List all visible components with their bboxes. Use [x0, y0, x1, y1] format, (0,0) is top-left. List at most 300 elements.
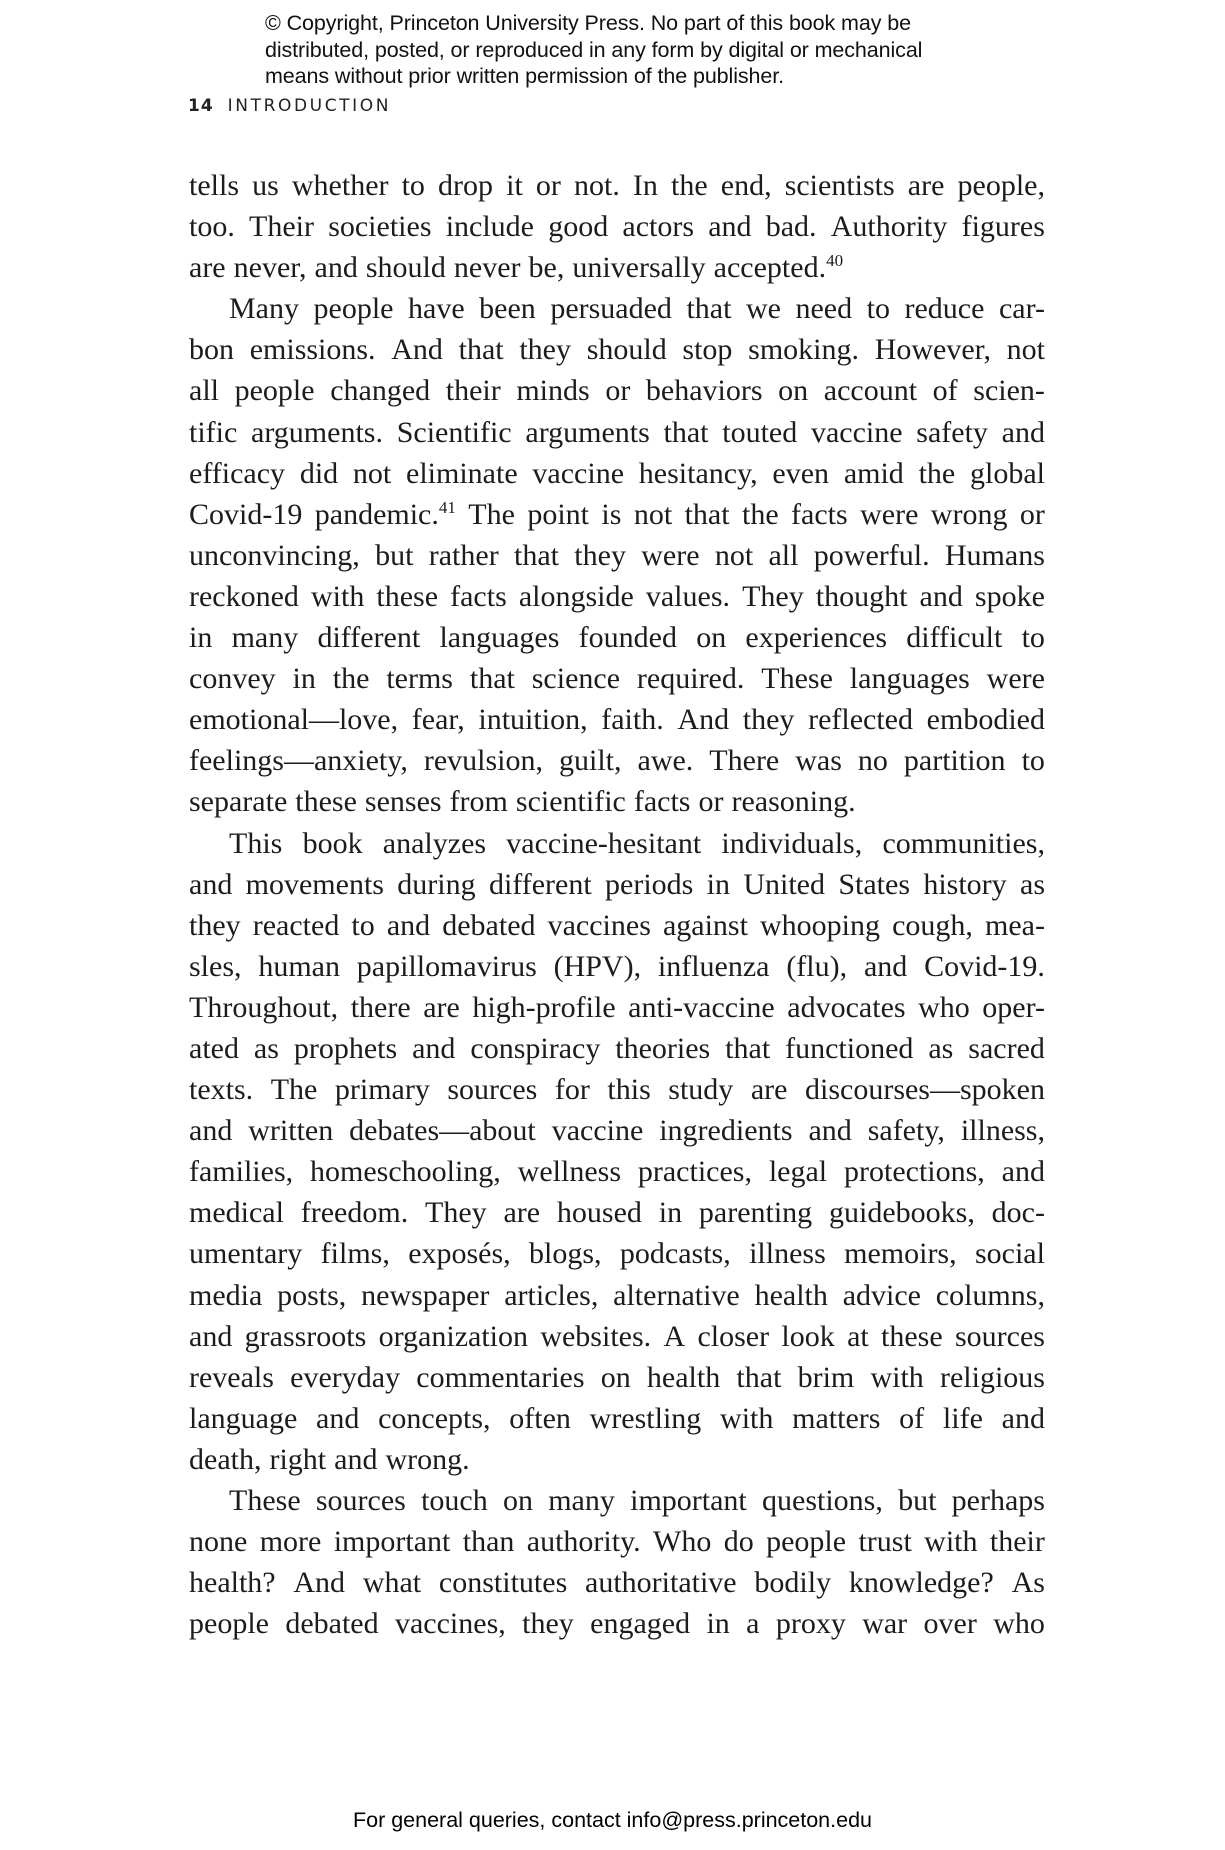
word: stop [682, 333, 733, 367]
word: the [918, 456, 956, 490]
word: and [808, 1114, 852, 1148]
word: concepts, [378, 1401, 491, 1435]
word: and [863, 949, 908, 983]
word: guidebooks, [829, 1196, 975, 1230]
copyright-notice [265, 10, 1025, 90]
word: written [248, 1114, 334, 1148]
word: be, [528, 251, 565, 285]
word: Authority [830, 210, 948, 244]
text-line [189, 288, 1045, 329]
word: life [942, 1401, 983, 1435]
word: advocates [787, 990, 906, 1024]
word: homeschooling, [310, 1155, 501, 1189]
word: scien- [973, 374, 1045, 408]
word: analyzes [382, 826, 487, 860]
word: in [189, 621, 213, 655]
word: people [189, 1607, 269, 1641]
word: these [881, 1319, 943, 1353]
word: prophets [293, 1031, 398, 1065]
word: languages [849, 662, 970, 696]
word: never [453, 251, 521, 285]
word: bon [189, 333, 234, 367]
word: unconvincing, [189, 538, 360, 572]
word: umentary [189, 1237, 303, 1271]
word: And [391, 333, 443, 367]
text-line [189, 1275, 1045, 1316]
word: minds [516, 374, 590, 408]
word: vaccine-hesitant [506, 826, 702, 860]
word: that [686, 292, 732, 326]
word: and [919, 579, 963, 613]
word: (HPV), [553, 949, 642, 983]
word: us [252, 169, 279, 202]
word: not [352, 456, 392, 490]
word: discourses—spoken [805, 1073, 1045, 1107]
word: to [1021, 744, 1045, 778]
text-line [189, 864, 1045, 905]
word: experiences [745, 621, 887, 655]
word: brim [797, 1360, 855, 1394]
footnote-reference[interactable]: 40 [826, 251, 844, 271]
word: they [574, 538, 626, 572]
word: legal [768, 1155, 828, 1189]
word: not [1006, 333, 1045, 367]
word: organization [378, 1319, 529, 1353]
word: good [548, 210, 609, 244]
word: these [295, 785, 357, 819]
section-title: INTRODUCTION [227, 96, 392, 116]
word: the [741, 497, 779, 531]
word: history [923, 867, 1007, 901]
word: on [778, 374, 809, 408]
word: are [503, 1196, 541, 1230]
word: human [258, 949, 340, 983]
word: arguments. [251, 415, 383, 449]
word: as [1020, 867, 1045, 901]
word: book [302, 826, 363, 860]
text-line [189, 1398, 1045, 1439]
word: exposés, [408, 1237, 511, 1271]
word: anti-vaccine [628, 990, 775, 1024]
text-line [189, 658, 1045, 699]
word: the [332, 662, 370, 696]
copyright-line: means without prior written permission of the publisher. [265, 64, 785, 88]
word: to [1021, 621, 1045, 655]
word: reveals [189, 1360, 274, 1394]
word: blogs, [529, 1237, 602, 1271]
text-line [189, 1151, 1045, 1192]
word: embodied [926, 703, 1045, 737]
copyright-line: distributed, posted, or reproduced in any form by digital or mechanical [265, 37, 923, 62]
word: reduce [904, 292, 985, 326]
word: matters [792, 1401, 881, 1435]
word: important [630, 1484, 747, 1517]
word: that [725, 1031, 771, 1065]
word: people, [957, 169, 1045, 202]
word: spoke [974, 579, 1045, 613]
word: account [823, 374, 918, 408]
word: of [899, 1401, 925, 1435]
text-line [189, 823, 1045, 864]
word: never, [233, 251, 307, 285]
word: should [365, 251, 446, 285]
word: memoirs, [844, 1237, 957, 1271]
word: this [607, 1073, 651, 1107]
word: Covid-19 [189, 497, 303, 531]
word: closer [697, 1319, 770, 1353]
word: bad. [765, 210, 817, 244]
word: on [696, 621, 727, 655]
word: wrong. [385, 1442, 470, 1476]
text-line [189, 617, 1045, 658]
word: intuition, [478, 703, 588, 737]
word: influenza [657, 949, 770, 983]
word: debates—about [349, 1114, 536, 1148]
word: of [932, 374, 958, 408]
word: car- [998, 292, 1045, 326]
word: it [506, 169, 523, 202]
word: The [270, 1073, 318, 1107]
word: important [333, 1525, 451, 1559]
word: look [781, 1319, 835, 1353]
word: not [633, 497, 673, 531]
word: guilt, [558, 744, 622, 778]
word: powerful. [813, 538, 930, 572]
word: emotional—love, [189, 703, 399, 737]
word: facts [791, 497, 848, 531]
word: wellness [517, 1155, 621, 1189]
word: they [189, 908, 241, 942]
word: we [745, 292, 781, 326]
word: different [488, 867, 592, 901]
word: were [986, 662, 1045, 696]
word: grassroots [244, 1319, 367, 1353]
text-line [189, 781, 1045, 822]
text-line [189, 494, 1045, 535]
word: with [924, 1525, 978, 1559]
word: difficult [906, 621, 1003, 655]
word: but [898, 1484, 937, 1517]
word: and [1001, 1155, 1045, 1189]
word: communities, [882, 826, 1045, 860]
word: and [412, 1031, 456, 1065]
word: or [1019, 497, 1045, 531]
word: conspiracy [470, 1031, 601, 1065]
word: was [795, 744, 842, 778]
word: In [632, 169, 658, 202]
word: changed [330, 374, 431, 408]
word: facts [633, 785, 691, 819]
word: commentaries [416, 1360, 585, 1394]
word: questions, [762, 1484, 883, 1517]
word: over [923, 1607, 977, 1641]
word: on [600, 1360, 631, 1394]
word: they [742, 703, 795, 737]
word: media [189, 1278, 263, 1312]
text-line [189, 412, 1045, 453]
word: that [684, 497, 730, 531]
word: there [350, 990, 411, 1024]
word: engaged [590, 1607, 691, 1641]
text-line [189, 1603, 1045, 1644]
word: websites. [540, 1319, 652, 1353]
word: constitutes [438, 1566, 568, 1600]
word: fear, [411, 703, 465, 737]
word: need [795, 292, 853, 326]
footnote-reference[interactable]: 41 [438, 497, 456, 517]
word: tells [189, 169, 239, 202]
word: posts, [277, 1278, 347, 1312]
word: the [671, 169, 708, 202]
word: who [918, 990, 970, 1024]
text-line [189, 1028, 1045, 1069]
word: individuals, [721, 826, 863, 860]
word: health? [189, 1566, 276, 1600]
word: is [601, 497, 622, 531]
word: Covid-19. [924, 949, 1045, 983]
word: They [425, 1196, 487, 1230]
word: perhaps [951, 1484, 1045, 1517]
word: papillomavirus [356, 949, 537, 983]
text-line [189, 1357, 1045, 1398]
word: values. [645, 579, 730, 613]
word: to [351, 908, 375, 942]
word: religious [940, 1360, 1045, 1394]
word: they [519, 333, 571, 367]
word: people [234, 374, 315, 408]
word: efficacy [189, 456, 286, 490]
word: founded [578, 621, 677, 655]
word: even [772, 456, 830, 490]
text-line [189, 370, 1045, 411]
word: reckoned [189, 579, 299, 613]
word: include [445, 210, 534, 244]
word: people [313, 292, 394, 326]
word: sources [447, 1073, 538, 1107]
text-line [189, 987, 1045, 1028]
word: death, [189, 1442, 262, 1476]
word: and [314, 251, 358, 285]
word: not. [573, 169, 620, 202]
word: awe. [637, 744, 694, 778]
copyright-line: © Copyright, Princeton University Press. No part of this book may be [265, 11, 911, 35]
word: in [706, 867, 731, 901]
text-line [189, 165, 1045, 206]
word: touted [722, 415, 798, 449]
word: that [514, 538, 559, 572]
word: cough, [892, 908, 973, 942]
word: feelings—anxiety, [189, 744, 408, 778]
word: arguments [525, 415, 650, 449]
word: actors [622, 210, 695, 244]
word: Throughout, [189, 990, 339, 1024]
word: or [605, 374, 631, 408]
word: authoritative [585, 1566, 737, 1600]
word: right [269, 1442, 327, 1476]
word: required. [636, 662, 745, 696]
word: figures [961, 210, 1045, 244]
word: rather [428, 538, 499, 572]
word: too. [189, 210, 235, 244]
word: ated [189, 1031, 239, 1065]
word: often [509, 1401, 571, 1435]
word: did [299, 456, 339, 490]
word: with [870, 1360, 924, 1394]
word: reflected [808, 703, 913, 737]
word: sles, [189, 949, 242, 983]
word: a [746, 1607, 760, 1641]
word: from [449, 785, 508, 819]
word: practices, [637, 1155, 752, 1189]
word: touch [421, 1484, 488, 1517]
word: vaccines, [394, 1607, 506, 1641]
text-line [189, 1562, 1045, 1603]
word: wrestling [589, 1401, 702, 1435]
word: vaccine [532, 456, 625, 490]
word: behaviors [645, 374, 763, 408]
word: reacted [252, 908, 340, 942]
word: but [375, 538, 414, 572]
word: and [708, 210, 752, 244]
word: illness, [960, 1114, 1045, 1148]
word: health [754, 1278, 828, 1312]
word: medical [189, 1196, 284, 1230]
word: emissions. [249, 333, 376, 367]
word: senses [364, 785, 442, 819]
word: more [259, 1525, 322, 1559]
word: hesitancy, [638, 456, 758, 490]
word: They [742, 579, 804, 613]
word: freedom. [300, 1196, 409, 1230]
word: partition [903, 744, 1006, 778]
word: whooping [760, 908, 881, 942]
word: and [189, 1114, 233, 1148]
text-line [189, 1480, 1045, 1521]
word: authority. [526, 1525, 641, 1559]
word: pandemic.$^{41}$ [314, 497, 456, 531]
word: as [253, 1031, 279, 1065]
word: in [658, 1196, 683, 1230]
word: and [1001, 1401, 1045, 1435]
word: with [311, 579, 365, 613]
word: And [293, 1566, 346, 1600]
text-line [189, 1069, 1045, 1110]
word: been [479, 292, 536, 326]
word: to [866, 292, 890, 326]
word: parenting [698, 1196, 813, 1230]
word: films, [320, 1237, 390, 1271]
word: trust [858, 1525, 912, 1559]
word: sources [954, 1319, 1045, 1353]
word: were [641, 538, 700, 572]
word: persuaded [550, 292, 672, 326]
word: smoking. [748, 333, 859, 367]
word: faith. [601, 703, 664, 737]
word: However, [874, 333, 991, 367]
word: terms [386, 662, 453, 696]
word: (flu), [786, 949, 848, 983]
word: convey [189, 662, 276, 696]
word: This [229, 826, 283, 860]
text-line [189, 699, 1045, 740]
word: Who [653, 1525, 712, 1559]
text-line [189, 1316, 1045, 1357]
word: are [423, 990, 460, 1024]
text-line [189, 1233, 1045, 1274]
word: and [189, 867, 233, 901]
word: and [189, 1319, 233, 1353]
word: advice [842, 1278, 921, 1312]
word: columns, [935, 1278, 1045, 1312]
word: study [668, 1073, 734, 1107]
word: separate [189, 785, 288, 819]
word: alternative [613, 1278, 740, 1312]
word: debated [442, 908, 536, 942]
word: sources [315, 1484, 406, 1517]
word: none [189, 1525, 248, 1559]
word: are [750, 1073, 788, 1107]
word: articles, [504, 1278, 599, 1312]
word: scientific [515, 785, 626, 819]
word: As [1011, 1566, 1045, 1600]
word: in [292, 662, 316, 696]
word: no [857, 744, 888, 778]
word: their [989, 1525, 1045, 1559]
word: United [743, 867, 825, 901]
word: oper- [982, 990, 1045, 1024]
word: who [993, 1607, 1045, 1641]
word: Scientific [396, 415, 512, 449]
footer-contact: For general queries, contact info@press.princeton.edu [352, 1808, 872, 1832]
word: protections, [844, 1155, 985, 1189]
word: all [768, 538, 799, 572]
word: and [1001, 415, 1045, 449]
text-line [189, 453, 1045, 494]
word: and [386, 908, 431, 942]
word: languages [439, 621, 560, 655]
word: everyday [290, 1360, 401, 1394]
word: A [663, 1319, 686, 1353]
word: illness [749, 1237, 826, 1271]
text-line [189, 1192, 1045, 1233]
word: global [970, 456, 1045, 490]
word: thought [815, 579, 908, 613]
word: These [761, 662, 833, 696]
word: newspaper [361, 1278, 490, 1312]
word: are [907, 169, 945, 202]
word: were [860, 497, 919, 531]
word: as [928, 1031, 954, 1065]
text-line [189, 1110, 1045, 1151]
word: different [317, 621, 421, 655]
word: what [362, 1566, 422, 1600]
word: at [847, 1319, 869, 1353]
word: have [408, 292, 465, 326]
word: eliminate [406, 456, 518, 490]
word: revulsion, [423, 744, 543, 778]
page-number: 14 [188, 96, 214, 116]
word: these [376, 579, 439, 613]
word: Humans [944, 538, 1045, 572]
word: proxy [775, 1607, 846, 1641]
word: or [698, 785, 724, 819]
word: high-profile [472, 990, 616, 1024]
word: safety, [867, 1114, 945, 1148]
word: drop [438, 169, 494, 202]
word: people [766, 1525, 847, 1559]
word: families, [189, 1155, 294, 1189]
word: tific [189, 415, 238, 449]
